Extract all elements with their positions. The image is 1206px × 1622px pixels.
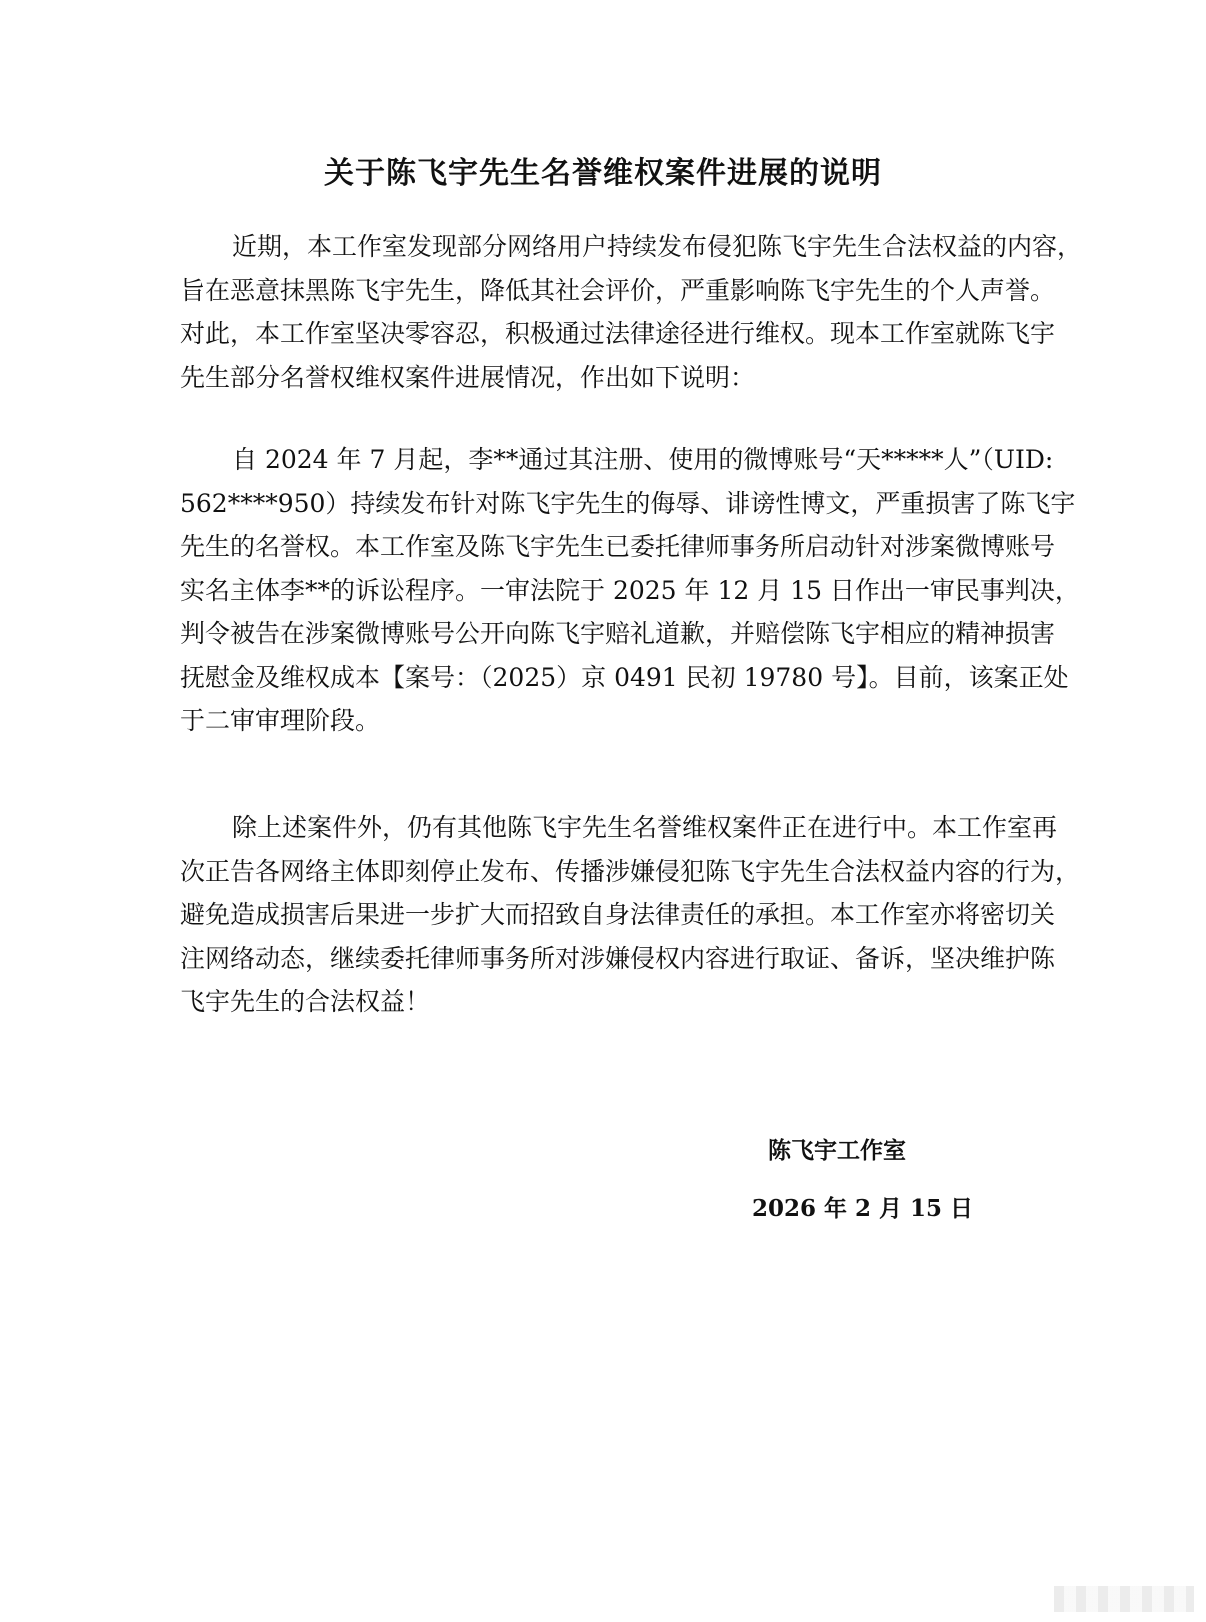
signature: 陈飞宇工作室 — [768, 1137, 906, 1164]
text-line: 次正告各网络主体即刻停止发布、传播涉嫌侵犯陈飞宇先生合法权益内容的行为， — [180, 856, 1081, 886]
text-line: 自 2024 年 7 月起，李**通过其注册、使用的微博账号“天*****人”（UID: — [232, 445, 1054, 474]
watermark — [1054, 1586, 1194, 1612]
text-line: 避免造成损害后果进一步扩大而招致自身法律责任的承担。本工作室亦将密切关 — [180, 900, 1056, 929]
text-line: 近期，本工作室发现部分网络用户持续发布侵犯陈飞宇先生合法权益的内容， — [232, 232, 1083, 261]
text-line: 562****950）持续发布针对陈飞宇先生的侮辱、诽谤性博文，严重损害了陈飞宇 — [180, 488, 1076, 518]
text-line: 飞宇先生的合法权益！ — [180, 987, 431, 1016]
text-line: 旨在恶意抹黑陈飞宇先生，降低其社会评价，严重影响陈飞宇先生的个人声誉。 — [180, 275, 1056, 305]
text-line: 实名主体李**的诉讼程序。一审法院于 2025 年 12 月 15 日作出一审民事判决， — [180, 575, 1080, 605]
text-line: 对此，本工作室坚决零容忍，积极通过法律途径进行维权。现本工作室就陈飞宇 — [180, 319, 1056, 348]
text-line: 先生的名誉权。本工作室及陈飞宇先生已委托律师事务所启动针对涉案微博账号 — [180, 532, 1056, 561]
text-line: 判令被告在涉案微博账号公开向陈飞宇赔礼道歉，并赔偿陈飞宇相应的精神损害 — [180, 619, 1056, 648]
text-line: 于二审审理阶段。 — [180, 706, 381, 735]
paragraph-case-progress — [180, 438, 1080, 743]
paragraph-warning — [180, 806, 1081, 1024]
signature-date: 2026 年 2 月 15 日 — [752, 1195, 974, 1222]
text-line: 注网络动态，继续委托律师事务所对涉嫌侵权内容进行取证、备诉，坚决维护陈 — [180, 943, 1056, 973]
document-title: 关于陈飞宇先生名誉维权案件进展的说明 — [324, 156, 882, 191]
text-line: 抚慰金及维权成本【案号：（2025）京 0491 民初 19780 号】。目前，该案正处 — [180, 662, 1069, 692]
text-line: 除上述案件外，仍有其他陈飞宇先生名誉维权案件正在进行中。本工作室再 — [232, 813, 1058, 842]
paragraph-intro — [180, 225, 1083, 399]
text-line: 先生部分名誉权维权案件进展情况，作出如下说明： — [180, 362, 756, 392]
